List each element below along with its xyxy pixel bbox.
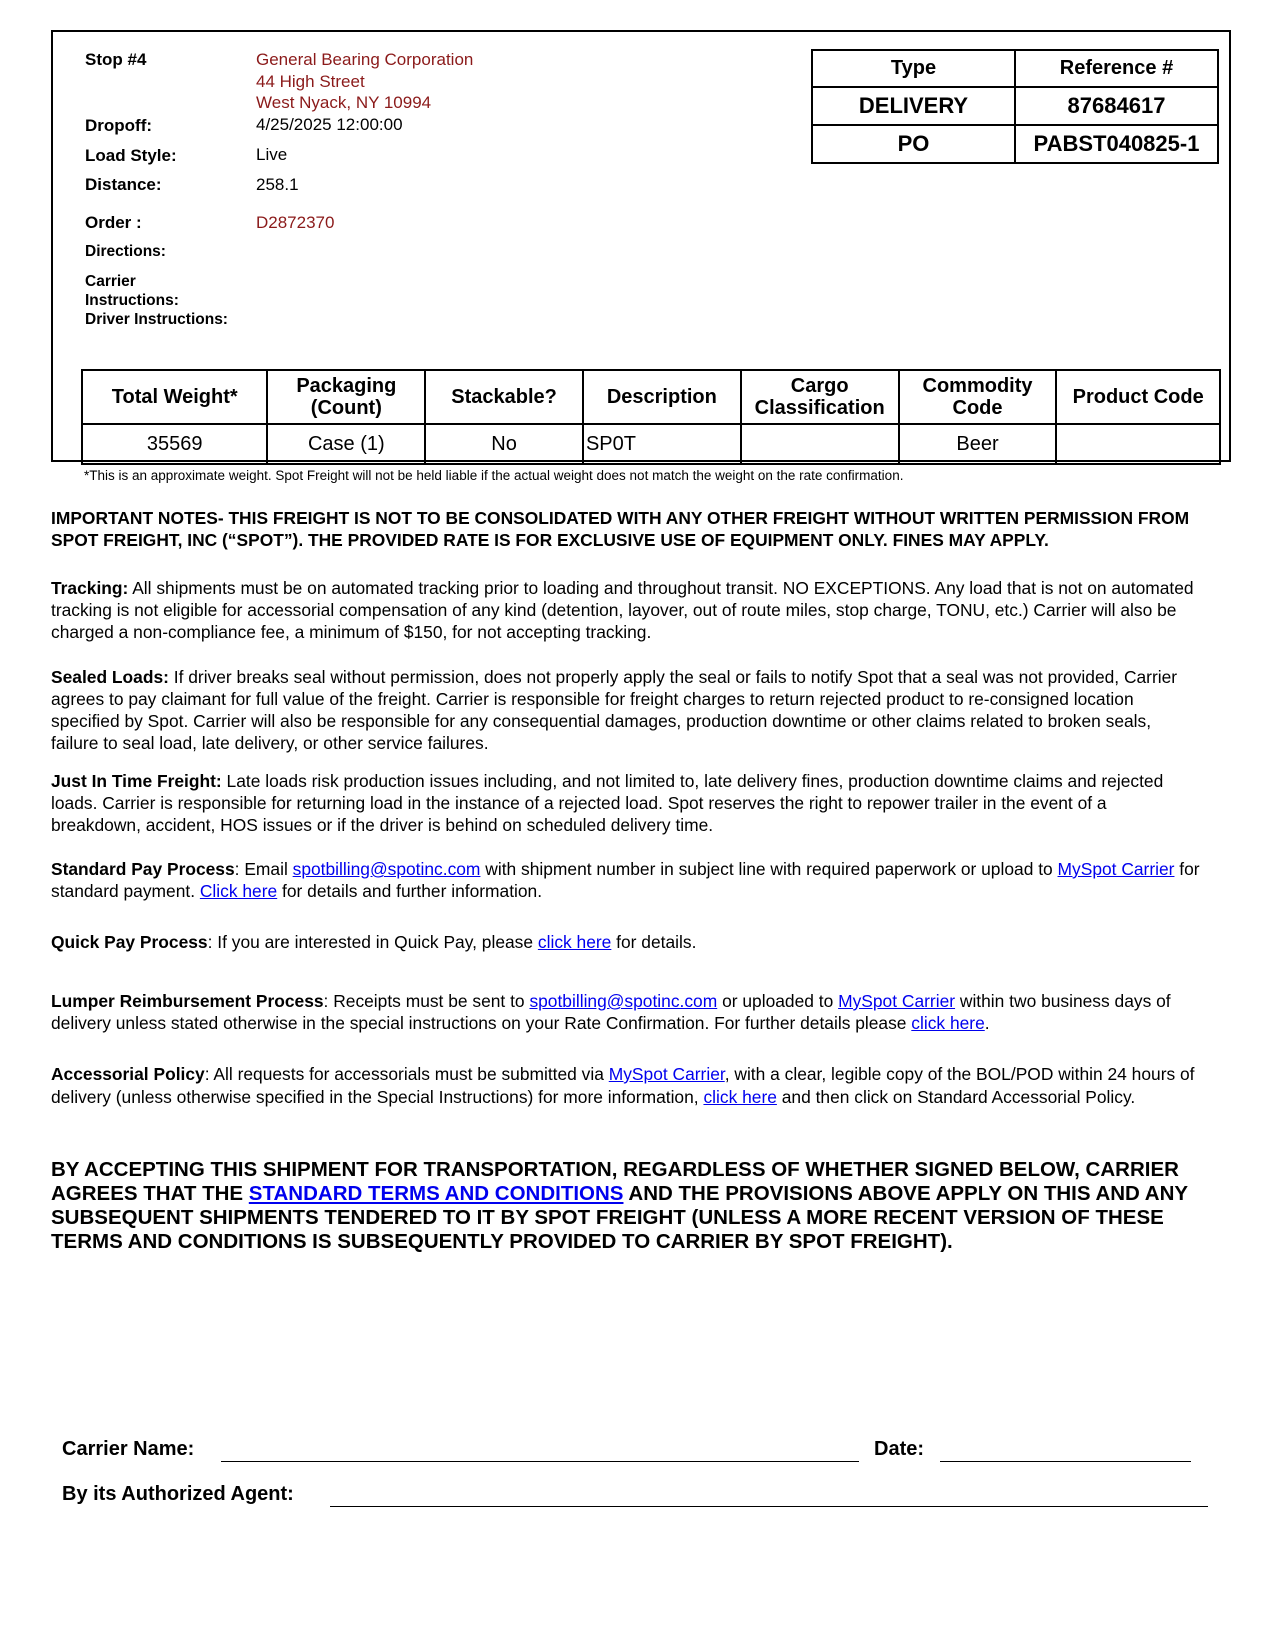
standard-pay-text: with shipment number in subject line with required paperwork or upload to (480, 859, 1058, 879)
accessorial-label: Accessorial Policy (51, 1064, 205, 1084)
accessorial-text: : All requests for accessorials must be submitted via (204, 1064, 609, 1084)
reference-header-type: Type (812, 50, 1015, 87)
standard-pay-text: for standard payment. (51, 859, 1200, 901)
load-style-label: Load Style: (85, 146, 177, 165)
quick-pay-paragraph (51, 931, 1201, 953)
driver-instructions-label: Driver Instructions: (85, 311, 228, 328)
reference-type-cell: DELIVERY (812, 87, 1015, 125)
standard-pay-label: Standard Pay Process (51, 859, 235, 879)
weight-footnote: *This is an approximate weight. Spot Freight will not be held liable if the actual weight does not match the weight on the rate confirmation. (84, 468, 904, 483)
dropoff-value: 4/25/2025 12:00:00 (256, 115, 403, 134)
table-row (812, 87, 1218, 125)
standard-pay-text: for details and further information. (277, 881, 543, 901)
reference-type-cell: PO (812, 125, 1015, 163)
stackable-cell: No (425, 424, 583, 464)
jit-paragraph (51, 770, 1201, 836)
authorized-agent-line[interactable] (330, 1506, 1208, 1507)
company-name: General Bearing Corporation (256, 50, 474, 69)
directions-label: Directions: (85, 243, 166, 260)
distance-label: Distance: (85, 175, 162, 194)
table-row (82, 424, 1220, 464)
standard-pay-text: : Email (234, 859, 293, 879)
tracking-paragraph (51, 577, 1201, 643)
header-commodity-code: Commodity Code (899, 370, 1057, 424)
carrier-instructions-label-line1: Carrier (85, 273, 136, 290)
order-label: Order : (85, 213, 142, 232)
reference-number-cell: PABST040825-1 (1015, 125, 1218, 163)
myspot-carrier-link[interactable]: MySpot Carrier (608, 1064, 725, 1084)
cargo-classification-cell (741, 424, 899, 464)
jit-text: Late loads risk production issues including, and not limited to, late delivery fines, production downtime claims and rejected loads. Carrier is responsible for returning load in the instance of a rejected load. Spot reserves the right to repower trailer in the event of a breakdown, accident, HOS issues or if the driver is behind on scheduled delivery time. (51, 771, 1164, 835)
lumper-text: : Receipts must be sent to (323, 991, 530, 1011)
date-line[interactable] (940, 1461, 1191, 1462)
address-line-1: 44 High Street (256, 72, 365, 91)
authorized-agent-label: By its Authorized Agent: (62, 1483, 294, 1505)
address-line-2: West Nyack, NY 10994 (256, 93, 432, 112)
carrier-instructions-label-line2: Instructions: (85, 292, 179, 309)
lumper-text: or uploaded to (717, 991, 839, 1011)
standard-terms-link[interactable]: STANDARD TERMS AND CONDITIONS (248, 1182, 624, 1205)
total-weight-cell: 35569 (82, 424, 267, 464)
header-total-weight: Total Weight* (82, 370, 267, 424)
header-packaging: Packaging (Count) (267, 370, 425, 424)
date-label: Date: (874, 1438, 925, 1460)
standard-pay-paragraph (51, 858, 1201, 902)
acceptance-text: BY ACCEPTING THIS SHIPMENT FOR TRANSPORTATION, REGARDLESS OF WHETHER SIGNED BELOW, CARRIER AGREES THAT THE (51, 1158, 1179, 1205)
acceptance-statement (51, 1158, 1211, 1254)
accessorial-click-here-link[interactable]: click here (703, 1087, 777, 1107)
description-cell: SP0T (583, 424, 741, 464)
reference-header-ref: Reference # (1015, 50, 1218, 87)
tracking-text: All shipments must be on automated tracking prior to loading and throughout transit. NO EXCEPTIONS. Any load that is not on automated tracking is not eligible for accessorial compensation of any kind (detention, layover, out of route miles, stop charge, TONU, etc.) Carrier will also be charged a non-compliance fee, a minimum of $150, for not accepting tracking. (51, 578, 1194, 642)
tracking-label: Tracking: (51, 578, 129, 598)
distance-value: 258.1 (256, 175, 299, 194)
load-style-value: Live (256, 145, 288, 164)
accessorial-text: , with a clear, legible copy of the BOL/POD within 24 hours of delivery (unless otherwise specified in the Special Instructions) for more information, (51, 1064, 1195, 1107)
standard-pay-click-here-link[interactable]: Click here (199, 881, 278, 901)
header-stackable: Stackable? (425, 370, 583, 424)
header-cargo-classification: Cargo Classification (741, 370, 899, 424)
product-code-cell (1056, 424, 1220, 464)
quick-pay-click-here-link[interactable]: click here (537, 932, 612, 952)
jit-label: Just In Time Freight: (51, 771, 222, 791)
quick-pay-text: for details. (611, 932, 697, 952)
myspot-carrier-link[interactable]: MySpot Carrier (1057, 859, 1175, 879)
cargo-header-row (82, 370, 1220, 424)
sealed-loads-text: If driver breaks seal without permission, does not properly apply the seal or fails to notify Spot that a seal was not provided, Carrier agrees to pay claimant for full value of the freight. Carrier is responsible for freight charges to return rejected product to re-consigned location specified by Spot. Carrier will also be responsible for any consequential damages, production downtime or other claims related to broken seals, failure to seal load, late delivery, or other service failures. (51, 667, 1178, 753)
commodity-code-cell: Beer (899, 424, 1057, 464)
reference-header-row (812, 50, 1218, 87)
carrier-name-line[interactable] (221, 1461, 859, 1462)
header-product-code: Product Code (1056, 370, 1220, 424)
header-description: Description (583, 370, 741, 424)
stop-number-label: Stop #4 (85, 50, 147, 69)
lumper-label: Lumper Reimbursement Process (51, 991, 324, 1011)
myspot-carrier-link[interactable]: MySpot Carrier (838, 991, 956, 1011)
accessorial-paragraph (51, 1063, 1201, 1109)
lumper-click-here-link[interactable]: click here (911, 1013, 985, 1033)
reference-number-cell: 87684617 (1015, 87, 1218, 125)
quick-pay-label: Quick Pay Process (51, 932, 208, 952)
sealed-loads-label: Sealed Loads: (51, 667, 169, 687)
cargo-table (81, 369, 1221, 465)
billing-email-link[interactable]: spotbilling@spotinc.com (292, 859, 481, 879)
accessorial-text: and then click on Standard Accessorial Policy. (776, 1087, 1136, 1107)
sealed-loads-paragraph (51, 666, 1201, 754)
lumper-paragraph (51, 990, 1201, 1034)
reference-table (811, 49, 1219, 164)
order-value: D2872370 (256, 213, 335, 232)
important-notes: IMPORTANT NOTES- THIS FREIGHT IS NOT TO BE CONSOLIDATED WITH ANY OTHER FREIGHT WITHOUT WRITTEN PERMISSION FROM SPOT FREIGHT, INC (“SPOT”). THE PROVIDED RATE IS FOR EXCLUSIVE USE OF EQUIPMENT ONLY. FINES MAY APPLY. (51, 508, 1190, 550)
dropoff-label: Dropoff: (85, 116, 153, 135)
lumper-text: . (984, 1013, 990, 1033)
acceptance-text: AND THE PROVISIONS ABOVE APPLY ON THIS AND ANY SUBSEQUENT SHIPMENTS TENDERED TO IT BY SPOT FREIGHT (UNLESS A MORE RECENT VERSION OF THESE TERMS AND CONDITIONS IS SUBSEQUENTLY PROVIDED TO CARRIER BY SPOT FREIGHT). (51, 1182, 1188, 1253)
carrier-name-label: Carrier Name: (62, 1438, 195, 1460)
packaging-cell: Case (1) (267, 424, 425, 464)
billing-email-link[interactable]: spotbilling@spotinc.com (529, 991, 718, 1011)
lumper-text: within two business days of delivery unless stated otherwise in the special instructions on your Rate Confirmation. For further details please (51, 991, 1171, 1033)
quick-pay-text: : If you are interested in Quick Pay, please (207, 932, 538, 952)
table-row (812, 125, 1218, 163)
